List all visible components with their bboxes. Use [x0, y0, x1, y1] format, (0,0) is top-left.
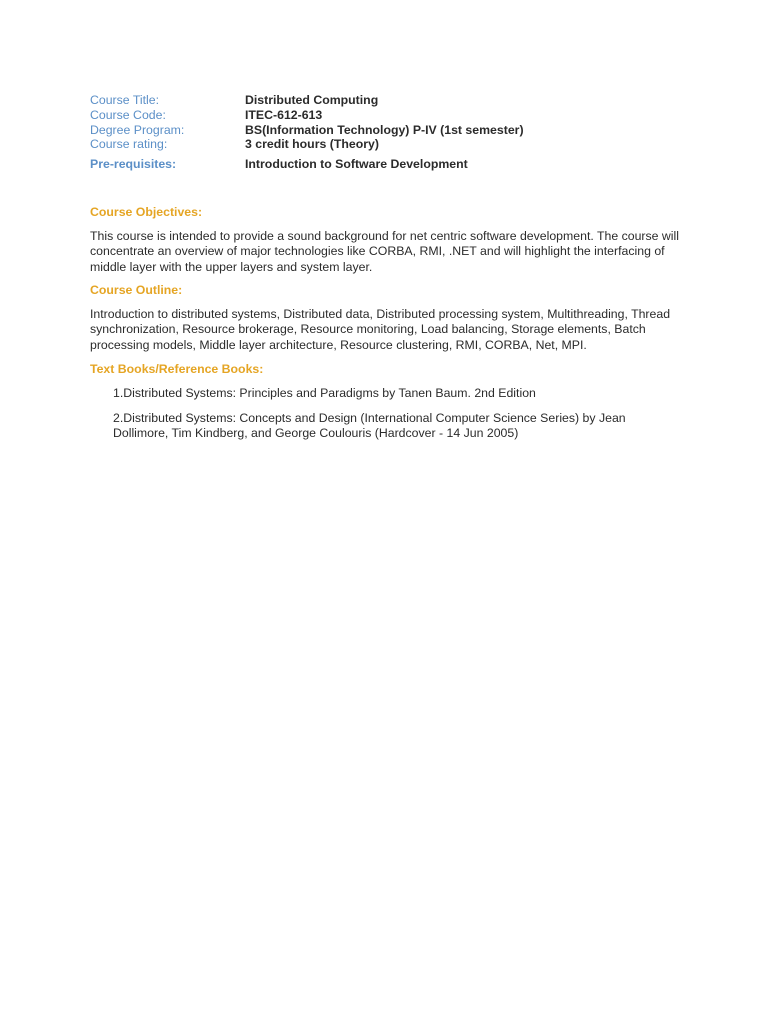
course-code-row	[90, 108, 690, 123]
course-rating-value: 3 credit hours (Theory)	[245, 137, 379, 152]
course-meta	[90, 93, 690, 172]
prerequisites-label: Pre-requisites:	[90, 157, 177, 172]
course-rating-label: Course rating:	[90, 137, 168, 152]
course-title-row	[90, 93, 690, 108]
degree-program-label: Degree Program:	[90, 122, 185, 137]
objectives-text: This course is intended to provide a sound background for net centric software development. The course will concentrate an overview of major technologies like CORBA, RMI, .NET and will highlight the interfacing of middle layer with the upper layers and system layer.	[90, 229, 679, 274]
course-code-value: ITEC-612-613	[245, 107, 323, 122]
objectives-heading: Course Objectives:	[90, 205, 203, 219]
prerequisites-value: Introduction to Software Development	[245, 157, 468, 172]
book-item-1: 1.Distributed Systems: Principles and Paradigms by Tanen Baum. 2nd Edition	[113, 386, 536, 400]
outline-text: Introduction to distributed systems, Distributed data, Distributed processing system, Multithreading, Thread synchronization, Resource brokerage, Resource monitoring, Load balancing, Storage elements, Batch processing models, Middle layer architecture, Resource clustering, RMI, CORBA, Net, MPI.	[90, 307, 671, 352]
course-rating-row	[90, 137, 690, 152]
course-title-label: Course Title:	[90, 93, 160, 107]
outline-heading: Course Outline:	[90, 283, 183, 297]
prerequisites-row	[90, 157, 690, 172]
degree-program-value: BS(Information Technology) P-IV (1st semester)	[245, 122, 524, 137]
course-title-value: Distributed Computing	[245, 93, 379, 107]
books-heading: Text Books/Reference Books:	[90, 362, 264, 376]
degree-program-row	[90, 123, 690, 138]
course-code-label: Course Code:	[90, 107, 166, 122]
book-item-2: 2.Distributed Systems: Concepts and Design (International Computer Science Series) by Jean Dollimore, Tim Kindberg, and George Coulouris (Hardcover - 14 Jun 2005)	[113, 411, 626, 441]
